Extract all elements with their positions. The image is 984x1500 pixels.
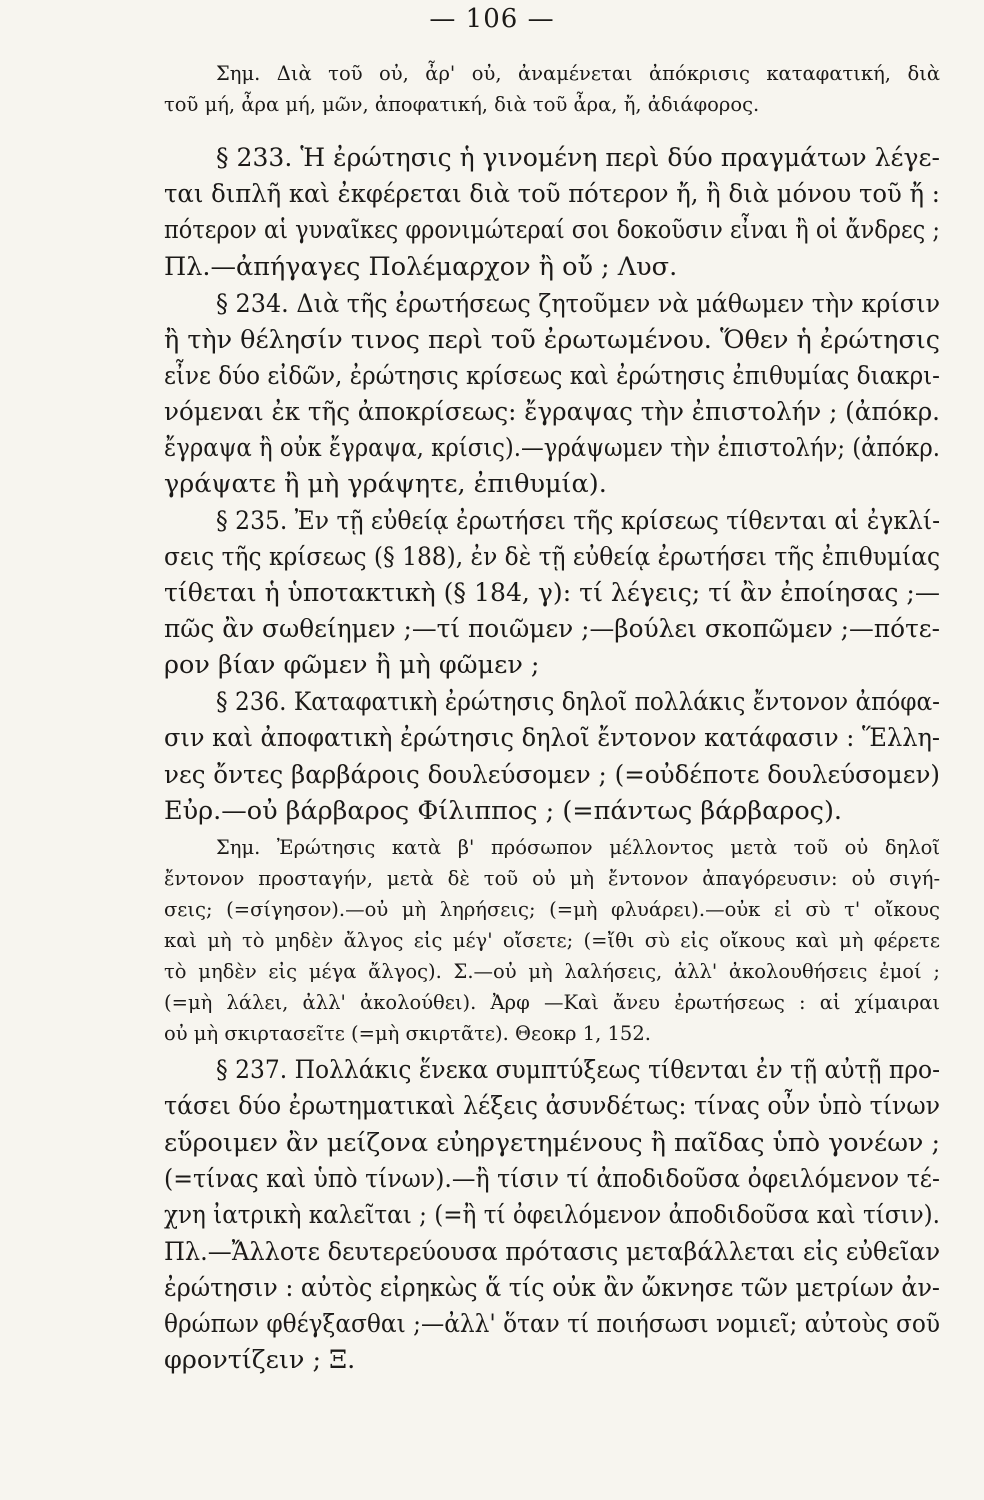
p234-line-2: ἢ τὴν θέλησίν τινος περὶ τοῦ ἐρωτωμένου. Ὅθεν ἡ ἐρώτησις: [164, 325, 941, 355]
note2-line-5: τὸ μηδὲν εἰς μέγα ἄλγος). Σ.—οὐ μὴ λαλήσεις, ἀλλ' ἀκολουθήσεις ἐμοί ;: [164, 960, 940, 983]
p237-line-9: φροντίζειν ; Ξ.: [164, 1345, 356, 1375]
p235-line-4: πῶς ἂν σωθείημεν ;—τί ποιῶμεν ;—βούλει σκοπῶμεν ;—πότε-: [164, 614, 941, 644]
note2-line-2: ἔντονον προσταγήν, μετὰ δὲ τοῦ οὐ μὴ ἔντονον ἀπαγόρευσιν: οὐ σιγή-: [164, 867, 941, 890]
p236-line-2: σιν καὶ ἀποφατικὴ ἐρώτησις δηλοῖ ἔντονον κατάφασιν : Ἕλλη-: [164, 723, 941, 753]
p237-line-1: § 237. Πολλάκις ἕνεκα συμπτύξεως τίθενται ἐν τῇ αὐτῇ προ-: [216, 1055, 941, 1085]
p237-line-3: εὕροιμεν ἂν μείζονα εὐηργετημένους ἢ παῖδας ὑπὸ γονέων ;: [164, 1128, 941, 1158]
page-number: — 106 —: [429, 4, 555, 34]
note2-line-7: οὐ μὴ σκιρτασεῖτε (=μὴ σκιρτᾶτε). Θεοκρ 1, 152.: [164, 1022, 651, 1045]
p234-line-4: νόμεναι ἐκ τῆς ἀποκρίσεως: ἔγραψας τὴν ἐπιστολήν ; (ἀπόκρ.: [164, 397, 940, 427]
p234-line-5: ἔγραψα ἢ οὐκ ἔγραψα, κρίσις).—γράψωμεν τὴν ἐπιστολήν; (ἀπόκρ.: [164, 433, 940, 463]
note2-line-6: (=μὴ λάλει, ἀλλ' ἀκολούθει). Ἀρφ —Καὶ ἄνευ ἐρωτήσεως : αἱ χίμαιραι: [164, 991, 941, 1014]
p236-line-4: Εὐρ.—οὐ βάρβαρος Φίλιππος ; (=πάντως βάρβαρος).: [164, 796, 843, 826]
p235-line-1: § 235. Ἐν τῇ εὐθείᾳ ἐρωτήσει τῆς κρίσεως τίθενται αἱ ἐγκλί-: [216, 506, 941, 536]
note2-line-1: Σημ. Ἐρώτησις κατὰ β' πρόσωπον μέλλοντος μετὰ τοῦ οὐ δηλοῖ: [216, 836, 940, 859]
p233-line-3: πότερον αἱ γυναῖκες φρονιμώτεραί σοι δοκοῦσιν εἶναι ἢ οἱ ἄνδρες ;: [164, 215, 940, 245]
p237-line-4: (=τίνας καὶ ὑπὸ τίνων).—ἢ τίσιν τί ἀποδιδοῦσα ὀφειλόμενον τέ-: [164, 1164, 940, 1194]
note1-line-1: Σημ. Διὰ τοῦ οὐ, ἆρ' οὐ, ἀναμένεται ἀπόκρισις καταφατική, διὰ: [216, 62, 941, 85]
p233-line-2: ται διπλῆ καὶ ἐκφέρεται διὰ τοῦ πότερον ἤ, ἢ διὰ μόνου τοῦ ἤ :: [164, 179, 940, 209]
p237-line-8: θρώπων φθέγξασθαι ;—ἀλλ' ὅταν τί ποιήσωσι νομιεῖ; αὐτοὺς σοῦ: [164, 1309, 940, 1339]
note2-line-3: σεις; (=σίγησον).—οὐ μὴ ληρήσεις; (=μὴ φλυάρει).—οὐκ εἰ σὺ τ' οἴκους: [164, 898, 940, 921]
p237-line-6: Πλ.—Ἄλλοτε δευτερεύουσα πρότασις μεταβάλλεται εἰς εὐθεῖαν: [164, 1237, 941, 1267]
p237-line-7: ἐρώτησιν : αὐτὸς εἰρηκὼς ἅ τίς οὐκ ἂν ὤκνησε τῶν μετρίων ἀν-: [164, 1273, 940, 1303]
p235-line-5: ρον βίαν φῶμεν ἢ μὴ φῶμεν ;: [164, 650, 540, 680]
p234-line-6: γράψατε ἢ μὴ γράψητε, ἐπιθυμία).: [164, 469, 607, 499]
note1-line-2: τοῦ μή, ἆρα μή, μῶν, ἀποφατική, διὰ τοῦ ἆρα, ἤ, ἀδιάφορος.: [164, 93, 760, 116]
p234-line-3: εἶνε δύο εἰδῶν, ἐρώτησις κρίσεως καὶ ἐρώτησις ἐπιθυμίας διακρι-: [164, 361, 940, 391]
p235-line-2: σεις τῆς κρίσεως (§ 188), ἐν δὲ τῇ εὐθείᾳ ἐρωτήσει τῆς ἐπιθυμίας: [164, 542, 941, 572]
p233-line-4: Πλ.—ἀπήγαγες Πολέμαρχον ἢ οὔ ; Λυσ.: [164, 252, 678, 282]
p237-line-5: χνη ἰατρικὴ καλεῖται ; (=ἢ τί ὀφειλόμενον ἀποδιδοῦσα καὶ τίσιν).: [164, 1200, 941, 1230]
note2-line-4: καὶ μὴ τὸ μηδὲν ἄλγος εἰς μέγ' οἴσετε; (=ἴθι σὺ εἰς οἴκους καὶ μὴ φέρετε: [164, 929, 940, 952]
p233-line-1: § 233. Ἡ ἐρώτησις ἡ γινομένη περὶ δύο πραγμάτων λέγε-: [216, 143, 940, 173]
p234-line-1: § 234. Διὰ τῆς ἐρωτήσεως ζητοῦμεν νὰ μάθωμεν τὴν κρίσιν: [216, 289, 940, 319]
p236-line-1: § 236. Καταφατικὴ ἐρώτησις δηλοῖ πολλάκις ἔντονον ἀπόφα-: [216, 687, 941, 717]
p235-line-3: τίθεται ἡ ὑποτακτικὴ (§ 184, γ): τί λέγεις; τί ἂν ἐποίησας ;—: [164, 578, 941, 608]
p236-line-3: νες ὄντες βαρβάροις δουλεύσομεν ; (=οὐδέποτε δουλεύσομεν): [164, 760, 941, 790]
p237-line-2: τάσει δύο ἐρωτηματικαὶ λέξεις ἀσυνδέτως: τίνας οὖν ὑπὸ τίνων: [164, 1091, 941, 1121]
